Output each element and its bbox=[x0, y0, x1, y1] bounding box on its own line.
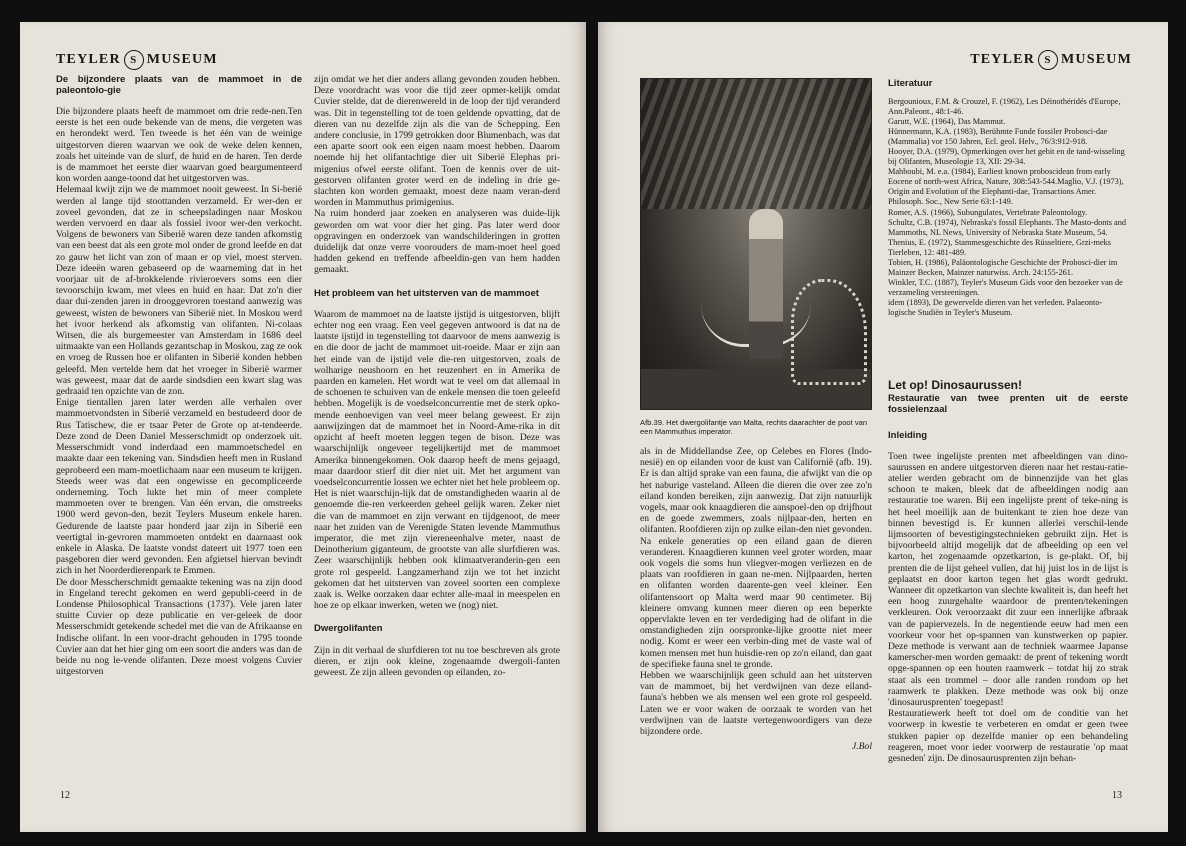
masthead-left bbox=[56, 50, 218, 70]
section-heading: Het probleem van het uitsterven van de mammoet bbox=[314, 287, 539, 299]
paragraph: Enige tientallen jaren later werden alle verhalen over mammoetvondsten in Siberië verzameld en bestudeerd door de Rus Tatischew, die er tsaar Peter de Grote op at-tendeerde. Deze zond de Deen Daniel Messerschmidt op onderzoek uit. Messerschmidt vond inderdaad een mammoetschedel en maakte daar een tekening van. Sindsdien heeft men in Rusland geprobeerd een mam-moetlichaam naar een museum te krijgen. Steeds weer was dat een ongewisse en gecompliceerde onderneming. Toch lukte het min of meer complete mammoeten over te brengen. Van één ervan, die omstreeks 1900 werd gevon-den, bezit Teylers Museum enkele haren. Gedurende de laatste paar honderd jaar zijn in Siberië een veertigtal in-gevroren mammoeten ontdekt en daarnaast ook enkele in Alaska. De laatste vondst dateert uit 1977 toen een pasgeboren dier werd gevonden. Een afgietsel hiervan bevindt zich in het Noorderdierenpark te Emmen. bbox=[56, 397, 302, 577]
right-column-1 bbox=[640, 446, 872, 776]
right-page bbox=[598, 22, 1168, 832]
author: J.Bol bbox=[852, 741, 872, 753]
page-number-right: 13 bbox=[1112, 790, 1122, 801]
section-title: Let op! Dinosaurussen! bbox=[888, 380, 1023, 392]
paragraph: Zijn in dit verhaal de slurfdieren tot nu toe beschreven als grote dieren, er zijn ook kleine, zogenaamde dwergoli-fanten geweest. Ze zijn alleen gevonden op eilanden, zo- bbox=[314, 644, 560, 678]
right-column-2 bbox=[888, 380, 1128, 780]
reference-item: Tobien, H. (1986), Paläontologische Geschichte der Probosci-dier im Mainzer Becken, Mainzer naturwiss. Arch. 24:155-261. bbox=[888, 257, 1118, 277]
reference-item: Romer, A.S. (1966), Subungulates, Vertebrate Paleontology. bbox=[888, 207, 1088, 217]
inleiding-heading: Inleiding bbox=[888, 429, 928, 441]
masthead-part1: TEYLER bbox=[970, 52, 1036, 67]
reference-item: Bergounioux, F.M. & Crouzel, F. (1962), Les Déinothéridés d'Europe, Ann.Paleont., 48:1-46. bbox=[888, 97, 1121, 117]
masthead-part2: MUSEUM bbox=[1061, 52, 1132, 67]
section-heading: Dwergolifanten bbox=[314, 623, 383, 635]
masthead-part1: TEYLER bbox=[56, 52, 121, 67]
reference-item: Mahboubi, M. e.a. (1984), Earliest known proboscidean from early Eocene of north-west Africa, Nature, 308:543-544.Maglio, V.J. (1973), Origin and Evolution of the Elephanti-dae, Transactions Amer. Philosoph. Soc., New Serie 63:1-149. bbox=[888, 167, 1124, 207]
masthead-right bbox=[970, 50, 1132, 70]
left-column-1 bbox=[56, 74, 302, 784]
left-column-2 bbox=[314, 74, 560, 784]
page-number-left: 12 bbox=[60, 790, 70, 801]
paragraph: Hebben we waarschijnlijk geen schuld aan het uitsterven van de mammoet, bij het verdwijnen van deze eiland-fauna's hebben we als mensen wel een grote rol gespeeld. Laten we er voor waken de oorzaak te worden van het verdwijnen van de laatste vertegenwoordigers van deze bijzondere orde. bbox=[640, 670, 872, 738]
teyler-logo-icon: S bbox=[1038, 50, 1058, 70]
section-subtitle: Restauratie van twee prenten uit de eerste fossielenzaal bbox=[888, 393, 1128, 416]
reference-item: idem (1893), De gewervelde dieren van het verleden. Palaeonto-logische Studiën in Teyler's Museum. bbox=[888, 297, 1103, 317]
left-page bbox=[20, 22, 586, 832]
reference-item: Schultz, C.B. (1974), Nebraska's fossil Elephants. The Masto-donts and Mammoths, NL News, University of Nebraska State Museum, 54. bbox=[888, 217, 1127, 237]
paragraph: Helemaal kwijt zijn we de mammoet nooit geweest. In Si-berië werden al lange tijd stoottanden verzameld. Er wer-den er zoveel gevonden, dat ze in scheepsladingen naar Moskou werden vervoerd en daar als fossiel ivoor wer-den verkocht. Volgens de bewoners van Siberië waren deze tanden afkomstig van een beest dat als een grote mol onder de grond leefde en dat zo gauw het licht van zon of maan er op viel, moest sterven. Deze ideeën waren gebaseerd op de waarneming dat in het voorjaar uit de af-brokkelende rivieroevers soms een dier tevoorschijn kwam, met vlees en huid en haar. Dat zo'n dier daar dui-zenden jaren in drooggevroren toestand aanwezig was geweest, wisten de bewoners van Siberië niet. In Moskou werd het ivoor herkend als afkomstig van olifanten. Ni-colaas Witsen, die als burgemeester van Amsterdam in 1686 deel uitmaakte van een Hollands gezantschap in Moskou, zag ze ook en vroeg de Russen hoe er olifanten in Siberië konden hebben geleefd. Men vertelde hem dat het vroeger in Siberië warmer was geweest, maar dat de aarde sindsdien een kwart slag was gedraaid ten opzichte van de zon. bbox=[56, 184, 302, 398]
reference-item: Hooyer, D.A. (1979), Opmerkingen over het gebit en de tand-wisseling bij Olifanten, Museologie 13, XII: 29-34. bbox=[888, 147, 1125, 167]
dwarf-elephant-photo bbox=[640, 78, 872, 410]
paragraph: als in de Middellandse Zee, op Celebes en Flores (Indo-nesië) en op eilanden voor de kust van Californië (afb. 19). Er is dan altijd sprake van een fauna, die afwijkt van die op het naburige vasteland. Alleen die dieren die over zee zo'n eiland konden bereiken, zijn aanwezig. Dat zijn natuurlijk vogels, maar ook knaagdieren die aanspoel-den op drijfhout en de goede zwemmers, zoals nijlpaar-den, herten en olifanten. Roofdieren zijn op zulke eilan-den niet gevonden. Na enkele generaties op een eiland gaan de dieren veranderen. Knaagdieren kunnen veel groter worden, maar ook vogels die soms hun vliegver-mogen verliezen en de plaats van roofdieren in gaan ne-men. Nijlpaarden, herten en olifanten worden daarente-gen veel kleiner. Een olifantensoort op Malta werd maar 90 centimeter. Bij kleinere omvang kunnen meer dieren op een beperkte oppervlakte leven en ter verdediging had de olifant in die omstandigheden zijn oorspronke-lijke grootte niet meer nodig. Komt er weer een verbin-ding met de vaste wal of komen mensen met hun huisdie-ren op zo'n eiland, dan gaat de specifieke fauna snel te gronde. bbox=[640, 446, 872, 670]
reference-item: Hünnermann, K.A. (1983), Berühmte Funde fossiler Probosci-dae (Mammalia) vor 150 Jahren, Ecl. geol. Helv., 76/3:912-918. bbox=[888, 127, 1108, 147]
reference-item: Winkler, T.C. (1887), Teyler's Museum Gids voor den bezoeker van de verzameling versteeningen. bbox=[888, 277, 1123, 297]
paragraph: De door Messcherschmidt gemaakte tekening was na zijn dood in Engeland terecht gekomen en werd gepubli-ceerd in de Londense Philosophical Transactions (1737). Vele jaren later stuitte Cuvier op deze publicatie en ver-geleek de door Messerschmidt getekende schedel met die van de Afrikaanse en Indische olifant. In een voor-dracht gehouden in 1795 toonde Cuvier aan dat het hier ging om een soort die anders was dan de beide nu nog le-vende olifanten. Deze moest volgens Cuvier uitgestorven bbox=[56, 576, 302, 678]
masthead-part2: MUSEUM bbox=[146, 52, 218, 67]
reference-item: Garutt, W.E. (1964), Das Mammut. bbox=[888, 117, 1006, 127]
paragraph: Restauratiewerk heeft tot doel om de conditie van het voorwerp in kwestie te verbeteren en omdat er geen twee stukken papier op dezelfde manier op een behandeling reageren, moet voor ieder voorwerp de restauratie 'op maat gesneden' zijn. De dinosaurusprenten zijn behan- bbox=[888, 708, 1128, 765]
photo-caption: Afb.39. Het dwergolifantje van Malta, rechts daarachter de poot van een Mammuthus imperator. bbox=[640, 418, 868, 436]
paragraph: Toen twee ingelijste prenten met afbeeldingen van dino-saurussen en andere uitgestorven dieren naar het restau-ratie-atelier werden gebracht om de binnenzijde van het glas schoon te maken, bleek dat de afbeeldingen nodig aan restauratie toe waren. Bij een ingelijste prent of teke-ning is het heel moeilijk aan de buitenkant te zien hoe deze van binnen bevestigd is. Er kunnen allerlei verschil-lende lijmsoorten of bevestigingstechnieken gebruikt zijn. Het is bijvoorbeeld altijd mogelijk dat de afbeelding op een vel karton, het zogenaamde opzetkarton, is ge-plakt. Of, bij prenten die de lijst geheel vullen, dat hij juist los in de lijst is geplaatst en door karton tegen het glas wordt gedrukt. Wanneer dit opzetkarton van slechte kwaliteit is, dan heeft het een hoog zuurgehalte waardoor de prenten/tekeningen verkleuren. Ook veroorzaakt dit zuur een innerlijke afbraak van de papiervezels. In de negentiende eeuw had men een voorkeur voor het op-spannen van kunstwerken op papier. Deze methode is verwant aan de techniek waarmee Japanse kamerscher-men worden gemaakt: de prent of tekening wordt opge-spannen op een houten raamwerk – totdat hij zo strak staat als een trommel – door alle randen rondom op het raamwerk te plakken. Deze methode was ook bij onze 'dinosaurusprenten' toegepast! bbox=[888, 450, 1128, 709]
teyler-logo-icon: S bbox=[124, 50, 144, 70]
literature-heading: Literatuur bbox=[888, 78, 933, 89]
reference-item: Thenius, E. (1972), Stammesgeschichte des Rüsseltiere, Grzi-meks Tierleben, 12: 481-489. bbox=[888, 237, 1112, 257]
paragraph: Waarom de mammoet na de laatste ijstijd is uitgestorven, blijft echter nog een vraag. Een veel gegeven antwoord is dat na de laatste ijstijd in tegenstelling tot daarvoor de mens aanwezig is en die door de jacht de mammoet uit-roeide. Maar er zijn aan het einde van de ijstijd vele die-ren uitgestorven, zoals de wolharige neushoorn en het reuzenhert en in Amerika de paarden en kamelen. Het wordt wat te veel om dat allemaal in de schoenen te schuiven van de enkele mensen die toen geleefd hebben. Mogelijk is de voedselconcurrentie met de sterk opko-mende eenhoevigen van veel meer belang geweest. Er zijn aanwijzingen dat de mammoet het in Noord-Ame-rika in dit opzicht af heeft moeten leggen tegen de bison. Deze was waarschijnlijk ongeveer tegelijkertijd met de mammoet Amerika binnengekomen. Ook daarop heeft de mens gejaagd, maar daardoor stierf dit dier niet uit. Met het argument van voedselconcurrentie lossen we echter niet het hele probleem op. Het is niet waarschijn-lijk dat de omstandigheden waarin al de genoemde die-ren verkeerden geheel gelijk waren. Zeker niet die van de mammoet en zijn verwant en tijdgenoot, de meer naar het zuiden van de Verenigde Staten levende Mammuthus imperator, die met zijn viereneenhalve meter, naast de Deinotherium giganteum, de grootste van alle slurfdieren was. Zeer waarschijnlijk hebben ook klimaatveranderin-gen een grote rol gespeeld. Langzamerhand zijn we tot het inzicht gekomen dat het uitsterven van zoveel soorten een complexe zaak is. Welke oorzaken daar echter alle-maal in meespelen en hoe ze op elkaar inwerken, weten we (nog) niet. bbox=[314, 308, 560, 612]
paragraph: Na ruim honderd jaar zoeken en analyseren was duide-lijk geworden om wat voor dier het ging. Pas later werd door opgravingen en onderzoek van wandschilderingen in grotten duidelijk dat onze verre voorouders de mam-moet heel goed hadden gekend en treffende afbeeldin-gen van hem hadden gemaakt. bbox=[314, 208, 560, 276]
paragraph: zijn omdat we het dier anders allang gevonden zouden hebben. Deze voordracht was voor die tijd zeer opmer-kelijk omdat Cuvier stelde, dat de dierenwereld in de loop der tijd veranderd was. Dit in tegenstelling tot de toen geldende opvatting, dat de dieren van nu dezelfde zijn als die van de Schepping. Een andere conclusie, in 1799 getrokken door Blumenbach, was dat een aparte soort ook een eigen naam moest hebben. Daarom noemde hij het olifantachtige dier uit Siberië Elephas pri-migenius ofwel eerste olifant. Toen de kennis over de uit-gestorven olifanten groter werd en de indeling in drie ge-slachten kon worden gemaakt, moest deze naam veran-derd worden in Mammuthus primigenius. bbox=[314, 74, 560, 209]
literature-section bbox=[888, 78, 1128, 368]
article-heading: De bijzondere plaats van de mammoet in de paleontolo-gie bbox=[56, 74, 302, 96]
paragraph: Die bijzondere plaats heeft de mammoet om drie rede-nen.Ten eerste is het een oude bekende van de mens, die vergeten was en herondekt werd. Ten tweede is het één van de weinige uitgestorven dieren waarvan we ook de weke delen kennen, zoals het uiteinde van de slurf, de huid en de haren. Ten derde is de mammoet het eerste dier waarvan goed beargumenteerd kon worden aange-toond dat het uitgestorven was. bbox=[56, 106, 302, 185]
